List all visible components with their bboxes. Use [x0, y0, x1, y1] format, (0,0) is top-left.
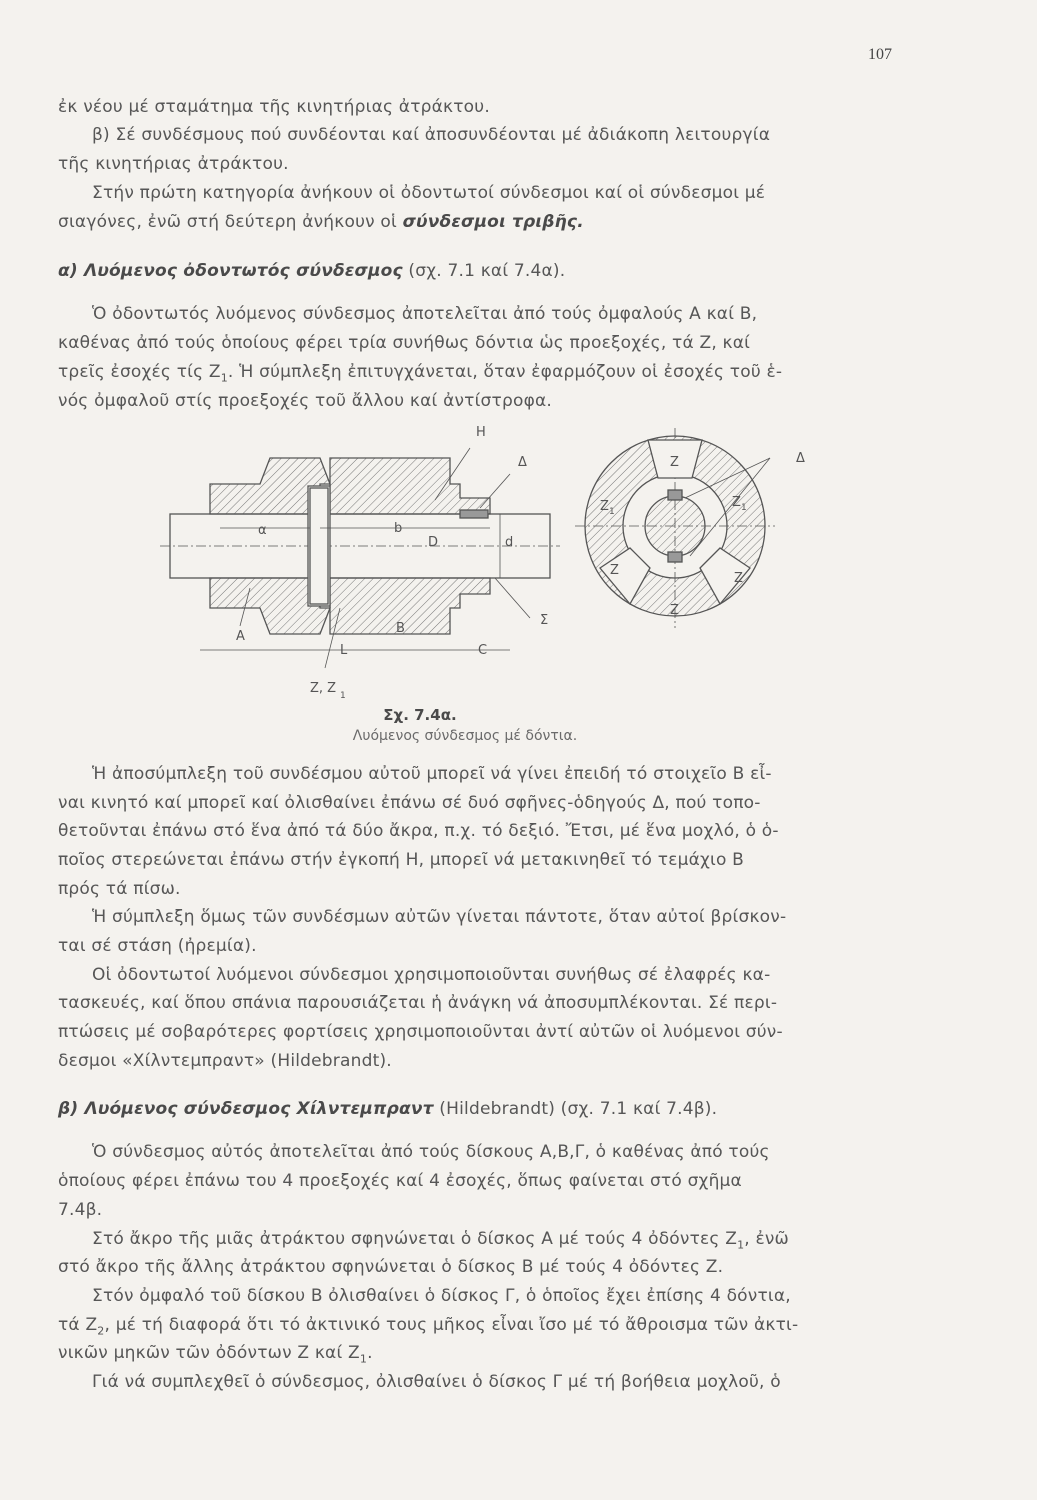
heading-title: α) Λυόμενος ὀδοντωτός σύνδεσμος — [58, 261, 403, 281]
text-line: Ἡ ἀποσύμπλεξη τοῦ συνδέσμου αὐτοῦ μπορεῖ νά γίνει ἐπειδή τό στοιχεῖο Β εἶ- — [92, 764, 772, 784]
label-z: Ζ — [670, 455, 679, 470]
figure-caption-title: Σχ. 7.4α. — [383, 706, 457, 724]
section-view — [160, 448, 560, 668]
label-z1: Ζ — [600, 499, 609, 514]
text-line: Ὁ σύνδεσμος αὐτός ἀποτελεῖται ἀπό τούς δίσκους Α,Β,Γ, ὁ καθένας ἀπό τούς — [92, 1142, 770, 1162]
text-line: νός ὀμφαλοῦ στίς προεξοχές τοῦ ἄλλου καί ἀντίστροφα. — [58, 391, 552, 411]
section-heading-b — [58, 1098, 904, 1120]
label-z: Ζ — [670, 603, 679, 618]
label-sub1: 1 — [741, 503, 747, 513]
text-line: Οἱ ὀδοντωτοί λυόμενοι σύνδεσμοι χρησιμοποιοῦνται συνήθως σέ ἐλαφρές κα- — [92, 965, 771, 985]
section-heading-a — [58, 260, 904, 282]
label-C: C — [478, 643, 488, 658]
text-line: θετοῦνται ἐπάνω στό ἕνα ἀπό τά δύο ἄκρα, π.χ. τό δεξιό. Ἔτσι, μέ ἕνα μοχλό, ὁ ὁ- — [58, 821, 779, 841]
text-line: β) Σέ συνδέσμους πού συνδέονται καί ἀποσυνδέονται μέ ἀδιάκοπη λειτουργία — [92, 125, 771, 145]
label-delta-right: Δ — [796, 451, 805, 466]
label-sigma: Σ — [540, 613, 549, 628]
text-line: ποῖος στερεώνεται ἐπάνω στήν ἐγκοπή Η, μπορεῖ νά μετακινηθεῖ τό τεμάχιο Β — [58, 850, 745, 870]
text-span: , μέ τή διαφορά ὅτι τό ἀκτινικό τους μῆκος εἶναι ἴσο μέ τό ἄθροισμα τῶν ἀκτι- — [104, 1315, 799, 1335]
text-span: , ἐνῶ — [744, 1229, 789, 1249]
label-sub1: 1 — [340, 691, 346, 701]
text-span: Στό ἄκρο τῆς μιᾶς ἀτράκτου σφηνώνεται ὁ δίσκος Α μέ τούς 4 ὀδόντες Ζ — [92, 1229, 738, 1249]
text-line: πτώσεις μέ σοβαρότερες φορτίσεις χρησιμοποιοῦνται ἀντί αὐτῶν οἱ λυόμενοι σύν- — [58, 1022, 783, 1042]
text-span: . Ἡ σύμπλεξη ἐπιτυγχάνεται, ὅταν ἐφαρμόζουν οἱ ἐσοχές τοῦ ἑ- — [227, 362, 783, 382]
label-z1: Ζ — [732, 495, 741, 510]
label-A: Α — [236, 629, 245, 644]
text-line: Στόν ὀμφαλό τοῦ δίσκου Β ὀλισθαίνει ὁ δίσκος Γ, ὁ ὁποῖος ἔχει ἐπίσης 4 δόντια, — [92, 1286, 791, 1306]
label-D: D — [428, 535, 439, 550]
text-span: τά Ζ — [58, 1315, 98, 1335]
text-line: 7.4β. — [58, 1200, 103, 1220]
label-H: Η — [476, 425, 486, 440]
text-line — [58, 1314, 904, 1342]
text-line: πρός τά πίσω. — [58, 879, 181, 899]
heading-ref: (σχ. 7.1 καί 7.4α). — [402, 261, 566, 281]
text-span: σιαγόνες, ἐνῶ στή δεύτερη ἀνήκουν οἱ — [58, 212, 403, 232]
label-d: d — [505, 535, 514, 550]
text-line: ται σέ στάση (ἠρεμία). — [58, 936, 257, 956]
label-z: Ζ — [610, 563, 619, 578]
text-line — [92, 1228, 904, 1256]
coupling-drawing — [160, 418, 840, 718]
subscript: 1 — [220, 371, 228, 385]
label-a: α — [258, 523, 267, 538]
subscript: 1 — [737, 1238, 745, 1252]
text-line: ὁποίους φέρει ἐπάνω του 4 προεξοχές καί 4 ἐσοχές, ὅπως φαίνεται στό σχῆμα — [58, 1171, 742, 1191]
label-z: Ζ — [734, 571, 743, 586]
text-line — [58, 1342, 904, 1370]
label-L: L — [340, 643, 348, 658]
text-line: Γιά νά συμπλεχθεῖ ὁ σύνδεσμος, ὀλισθαίνει ὁ δίσκος Γ μέ τή βοήθεια μοχλοῦ, ὁ — [92, 1372, 781, 1392]
heading-ref: (Hildebrandt) (σχ. 7.1 καί 7.4β). — [433, 1099, 718, 1119]
text-line: δεσμοι «Χίλντεμπραντ» (Hildebrandt). — [58, 1051, 392, 1071]
text-line: ναι κινητό καί μπορεῖ καί ὀλισθαίνει ἐπάνω σέ δυό σφῆνες-ὁδηγούς Δ, πού τοπο- — [58, 793, 761, 813]
heading-title: β) Λυόμενος σύνδεσμος Χίλντεμπραντ — [58, 1099, 434, 1119]
text-line: στό ἄκρο τῆς ἄλλης ἀτράκτου σφηνώνεται ὁ δίσκος Β μέ τούς 4 ὀδόντες Ζ. — [58, 1257, 724, 1277]
label-B: Β — [396, 621, 405, 636]
page-number: 107 — [868, 46, 892, 63]
text-span: τρεῖς ἐσοχές τίς Ζ — [58, 362, 221, 382]
text-line: ἐκ νέου μέ σταμάτημα τῆς κινητήριας ἀτράκτου. — [58, 97, 490, 117]
figure-caption: Λυόμενος σύνδεσμος μέ δόντια. — [352, 728, 578, 744]
label-b: b — [394, 521, 403, 536]
text-line: Στήν πρώτη κατηγορία ἀνήκουν οἱ ὀδοντωτοί σύνδεσμοι καί οἱ σύνδεσμοι μέ — [92, 183, 766, 203]
text-line: Ὁ ὀδοντωτός λυόμενος σύνδεσμος ἀποτελεῖται ἀπό τούς ὀμφαλούς Α καί Β, — [92, 304, 758, 324]
subscript: 2 — [97, 1324, 105, 1338]
emphasis-text: σύνδεσμοι τριβῆς. — [402, 212, 584, 232]
text-span: . — [367, 1343, 373, 1363]
text-line — [58, 361, 904, 389]
text-line: Ἡ σύμπλεξη ὅμως τῶν συνδέσμων αὐτῶν γίνεται πάντοτε, ὅταν αὐτοί βρίσκον- — [92, 907, 787, 927]
text-span: νικῶν μηκῶν τῶν ὀδόντων Ζ καί Ζ — [58, 1343, 360, 1363]
figure-7-4a — [160, 418, 840, 758]
subscript: 1 — [359, 1352, 368, 1366]
text-line: τασκευές, καί ὅπου σπάνια παρουσιάζεται ἡ ἀνάγκη νά ἀποσυμπλέκονται. Σέ περι- — [58, 993, 778, 1013]
label-sub1: 1 — [609, 507, 615, 517]
text-line: τῆς κινητήριας ἀτράκτου. — [58, 154, 289, 174]
label-delta: Δ — [518, 455, 527, 470]
text-line: καθένας ἀπό τούς ὁποίους φέρει τρία συνήθως δόντια ὡς προεξοχές, τά Ζ, καί — [58, 333, 751, 353]
text-line — [58, 211, 904, 233]
label-z-z1: Ζ, Ζ — [310, 681, 337, 696]
